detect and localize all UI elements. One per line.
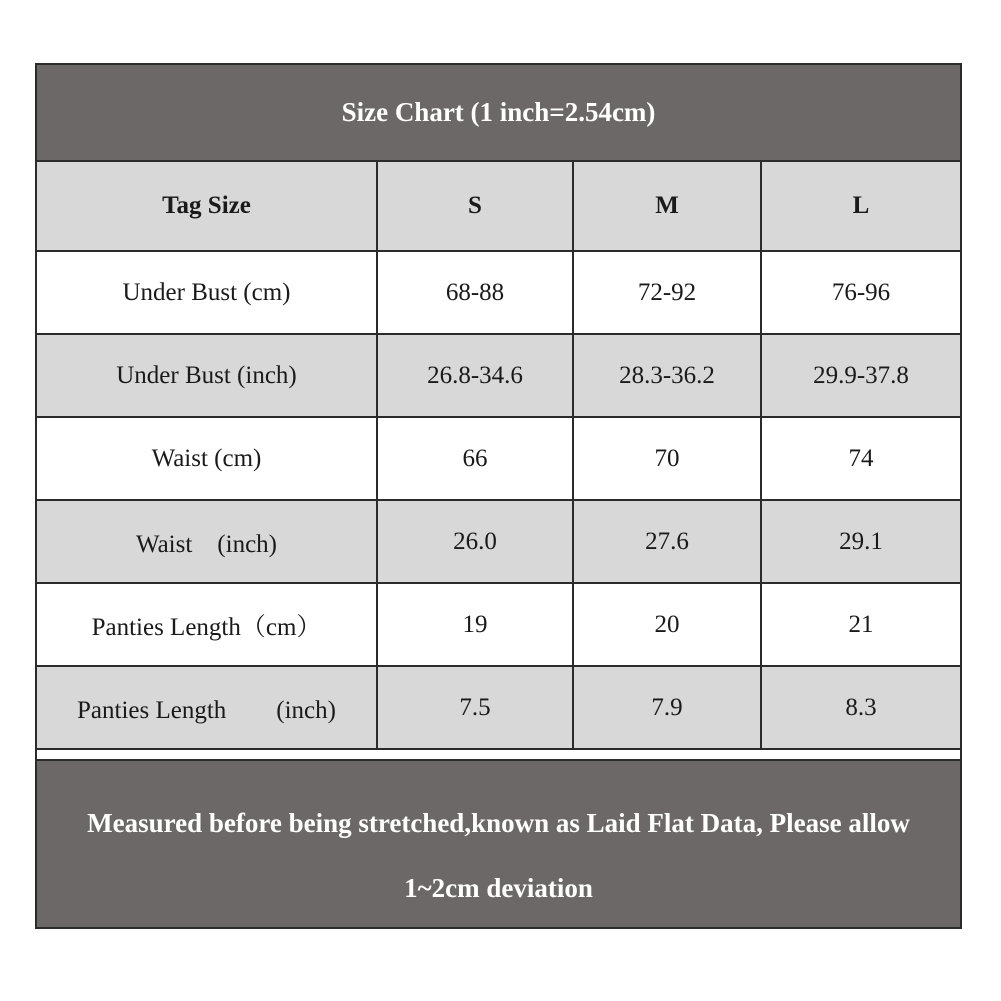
cell-l: 8.3 [761, 666, 960, 749]
table-row [37, 251, 960, 334]
cell-l: 76-96 [761, 251, 960, 334]
cell-m: 27.6 [573, 500, 761, 583]
cell-l: 29.9-37.8 [761, 334, 960, 417]
cell-m: 20 [573, 583, 761, 666]
size-table [37, 162, 960, 750]
row-label: Under Bust (inch) [37, 334, 377, 417]
row-label: Waist (inch) [37, 500, 377, 583]
note-line-2: 1~2cm deviation [404, 873, 593, 903]
cell-l: 74 [761, 417, 960, 500]
row-label: Panties Length（cm） [37, 583, 377, 666]
table-row [37, 417, 960, 500]
header-size-m: M [573, 162, 761, 251]
header-size-s: S [377, 162, 573, 251]
header-size-l: L [761, 162, 960, 251]
table-row [37, 583, 960, 666]
cell-s: 19 [377, 583, 573, 666]
cell-m: 7.9 [573, 666, 761, 749]
cell-m: 70 [573, 417, 761, 500]
chart-title: Size Chart (1 inch=2.54cm) [37, 65, 960, 162]
header-tag-size: Tag Size [37, 162, 377, 251]
cell-m: 28.3-36.2 [573, 334, 761, 417]
table-row [37, 666, 960, 749]
row-label: Panties Length (inch) [37, 666, 377, 749]
cell-l: 21 [761, 583, 960, 666]
cell-s: 26.0 [377, 500, 573, 583]
measurement-note [37, 759, 960, 927]
row-label: Waist (cm) [37, 417, 377, 500]
cell-s: 7.5 [377, 666, 573, 749]
cell-m: 72-92 [573, 251, 761, 334]
table-header-row [37, 162, 960, 251]
table-row [37, 334, 960, 417]
note-line-1: Measured before being stretched,known as Laid Flat Data, Please allow [87, 808, 910, 838]
table-row [37, 500, 960, 583]
cell-s: 66 [377, 417, 573, 500]
cell-s: 68-88 [377, 251, 573, 334]
row-label: Under Bust (cm) [37, 251, 377, 334]
cell-s: 26.8-34.6 [377, 334, 573, 417]
size-chart [35, 63, 962, 929]
cell-l: 29.1 [761, 500, 960, 583]
